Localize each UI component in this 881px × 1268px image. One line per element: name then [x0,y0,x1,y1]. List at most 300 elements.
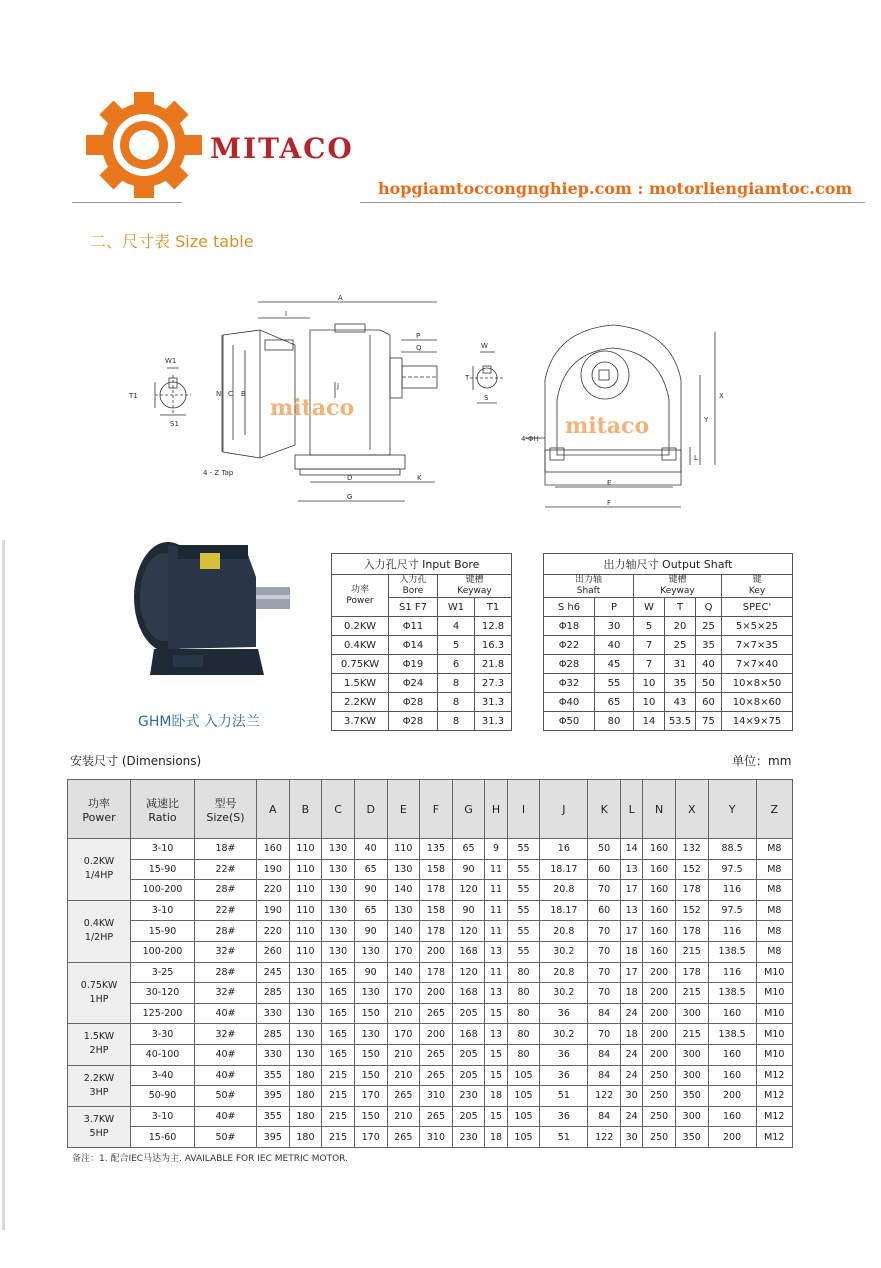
table-cell: 11 [485,921,507,942]
footnote: 备注：1. 配合IEC马达为主. AVAILABLE FOR IEC METRIC MOTOR. [72,1154,348,1164]
table-cell: 84 [588,1065,621,1086]
table-cell: M10 [756,1024,792,1045]
table-cell: Φ28 [544,655,595,674]
table-cell: 285 [257,1024,290,1045]
table-cell: 250 [643,1106,676,1127]
table-cell: 178 [420,962,453,983]
table-cell: 265 [420,1065,453,1086]
table-cell: 355 [257,1065,290,1086]
table-cell: 20 [665,617,696,636]
table-cell: 30.2 [540,1024,588,1045]
table-cell: 120 [452,880,485,901]
divider [72,202,182,203]
dim-label: J [337,382,340,390]
table-row [332,712,512,731]
table-cell: 84 [588,1003,621,1024]
column-header: K [588,780,621,839]
table-cell: 110 [289,859,322,880]
table-cell: 55 [507,880,540,901]
table-cell: 80 [595,712,634,731]
table-cell: 130 [354,941,387,962]
table-row [68,900,793,921]
table-cell: 110 [289,839,322,860]
column-header: X [675,780,708,839]
table-title: 入力孔尺寸 Input Bore [332,554,512,575]
table-cell: 40 [696,655,722,674]
table-cell: 130 [289,1003,322,1024]
table-row [68,1044,793,1065]
table-cell: 15 [485,1106,507,1127]
table-cell: 18# [195,839,257,860]
table-cell: 330 [257,1003,290,1024]
table-cell: M12 [756,1127,792,1148]
table-cell: 30 [595,617,634,636]
table-cell: 18 [621,983,643,1004]
table-cell: 3-10 [131,1106,195,1127]
table-cell: M12 [756,1065,792,1086]
table-cell: 120 [452,962,485,983]
table-cell: 168 [452,1024,485,1045]
table-cell: 140 [387,921,420,942]
table-cell: 10×8×60 [722,693,793,712]
column-header: L [621,780,643,839]
table-cell: 10×8×50 [722,674,793,693]
table-cell: M8 [756,900,792,921]
dim-label: A [338,294,343,302]
table-cell: 24 [621,1044,643,1065]
table-cell: 265 [420,1106,453,1127]
table-cell: 50 [588,839,621,860]
table-cell: 220 [257,880,290,901]
table-cell: 70 [588,962,621,983]
table-cell: 75 [696,712,722,731]
table-cell: 260 [257,941,290,962]
table-row [68,962,793,983]
column-header: G [452,780,485,839]
table-cell: M8 [756,880,792,901]
table-cell: 130 [322,900,355,921]
table-cell: 20.8 [540,962,588,983]
table-cell: 130 [289,1024,322,1045]
power-hp: 5HP [89,1127,109,1139]
table-cell: 18 [485,1086,507,1107]
table-cell: 28# [195,921,257,942]
table-cell: 130 [289,983,322,1004]
table-cell: Φ28 [389,712,438,731]
power-kw: 3.7KW [83,1113,115,1125]
table-cell: 285 [257,983,290,1004]
table-cell: 178 [420,880,453,901]
table-cell: 215 [322,1127,355,1148]
table-cell: 265 [420,1044,453,1065]
table-cell: 60 [588,900,621,921]
power-group-cell [68,1065,131,1106]
table-cell: 170 [387,941,420,962]
table-row [68,859,793,880]
table-cell: 50 [696,674,722,693]
table-cell: M10 [756,983,792,1004]
table-cell: 265 [420,1003,453,1024]
table-cell: 170 [354,1127,387,1148]
table-cell: M10 [756,1003,792,1024]
dim-label: Y [704,416,709,424]
table-cell: 160 [708,1106,756,1127]
table-cell: 250 [643,1086,676,1107]
table-cell: 13 [485,941,507,962]
table-cell: 200 [708,1127,756,1148]
table-cell: 15 [485,1065,507,1086]
table-cell: 18 [621,1024,643,1045]
table-cell: 178 [420,921,453,942]
table-cell: 205 [452,1106,485,1127]
table-cell: 14 [621,839,643,860]
table-cell: 3-30 [131,1024,195,1045]
power-hp: 3HP [89,1086,109,1098]
table-cell: 84 [588,1044,621,1065]
table-cell: 230 [452,1127,485,1148]
table-cell: 355 [257,1106,290,1127]
table-cell: 10 [634,674,665,693]
table-cell: 200 [643,983,676,1004]
table-cell: 21.8 [475,655,512,674]
table-cell: M8 [756,839,792,860]
table-cell: Φ19 [389,655,438,674]
table-cell: 50# [195,1127,257,1148]
table-row [544,655,793,674]
table-cell: 168 [452,941,485,962]
table-cell: 8 [438,712,475,731]
dim-label: L [694,454,698,462]
column-header: C [322,780,355,839]
power-kw: 0.75KW [80,979,118,991]
power-group-cell [68,839,131,901]
section-title: 二、尺寸表 Size table [90,232,254,251]
table-row [544,674,793,693]
table-cell: 190 [257,859,290,880]
table-cell: 14 [634,712,665,731]
table-row [68,1003,793,1024]
table-cell: 13 [485,983,507,1004]
table-cell: 350 [675,1086,708,1107]
table-cell: 165 [322,1024,355,1045]
table-cell: 7×7×40 [722,655,793,674]
table-cell: 2.2KW [332,693,389,712]
table-cell: 36 [540,1106,588,1127]
power-hp: 1/4HP [84,870,114,882]
column-header: D [354,780,387,839]
table-row [332,636,512,655]
table-cell: 165 [322,962,355,983]
table-cell: 170 [387,983,420,1004]
dim-label: 4-ΦH [521,435,539,443]
table-cell: 88.5 [708,839,756,860]
table-cell: 205 [452,1003,485,1024]
table-cell: 31 [665,655,696,674]
table-cell: 70 [588,880,621,901]
table-cell: 132 [675,839,708,860]
table-cell: Φ40 [544,693,595,712]
table-cell: 10 [634,693,665,712]
table-cell: 160 [643,941,676,962]
table-cell: Φ11 [389,617,438,636]
table-cell: 32# [195,941,257,962]
table-cell: 40# [195,1106,257,1127]
table-cell: 90 [452,900,485,921]
table-cell: M12 [756,1086,792,1107]
table-cell: 140 [387,880,420,901]
power-kw: 1.5KW [83,1031,115,1043]
table-cell: Φ14 [389,636,438,655]
power-group-cell [68,900,131,962]
output-shaft-table: 出力轴尺寸 Output Shaft 出力轴 Shaft 键槽 Keyway 键 Key S h6 P W T Q SPEC' Φ18 30 5 20 25 5×5×25 Φ22 40 7 25 35 7×7×35 Φ28 45 7 31 40 7×7×40 Φ32 55 10 35 50 10×8×50 Φ40 65 10 43 60 10×8×60 Φ50 80 14 53.5 75 14×9×75 [543,553,793,731]
table-cell: 130 [322,859,355,880]
table-cell: 140 [387,962,420,983]
table-row [332,617,512,636]
table-cell: 300 [675,1106,708,1127]
table-cell: 160 [708,1065,756,1086]
table-cell: Φ24 [389,674,438,693]
table-cell: 1.5KW [332,674,389,693]
table-cell: 17 [621,962,643,983]
table-row [544,617,793,636]
table-cell: 70 [588,921,621,942]
table-cell: 22# [195,900,257,921]
technical-drawing [125,290,765,520]
table-cell: 90 [452,859,485,880]
table-cell: 152 [675,900,708,921]
table-cell: 265 [387,1127,420,1148]
table-cell: 15-90 [131,859,195,880]
table-cell: 3-25 [131,962,195,983]
table-cell: 210 [387,1003,420,1024]
table-cell: 122 [588,1086,621,1107]
unit-label: 单位：mm [732,754,792,768]
table-cell: 200 [643,962,676,983]
table-row [544,636,793,655]
table-cell: 3-10 [131,839,195,860]
table-row [68,1106,793,1127]
table-cell: 32# [195,983,257,1004]
table-cell: 105 [507,1065,540,1086]
brand-name: MITACO [210,132,354,165]
table-cell: 130 [387,859,420,880]
table-cell: M8 [756,921,792,942]
table-cell: 55 [507,900,540,921]
table-cell: 35 [665,674,696,693]
table-cell: 152 [675,859,708,880]
table-cell: 105 [507,1106,540,1127]
table-cell: 0.2KW [332,617,389,636]
gear-logo-icon [85,92,203,198]
table-cell: 31.3 [475,693,512,712]
table-cell: 200 [420,1024,453,1045]
table-cell: 18.17 [540,859,588,880]
table-cell: 110 [289,941,322,962]
table-cell: 28# [195,962,257,983]
column-header: Y [708,780,756,839]
dim-label: X [719,392,724,400]
table-cell: M8 [756,859,792,880]
table-row [332,674,512,693]
table-cell: 17 [621,921,643,942]
table-cell: 110 [289,900,322,921]
table-cell: 65 [354,900,387,921]
table-cell: 170 [387,1024,420,1045]
table-cell: 116 [708,921,756,942]
table-title: 出力轴尺寸 Output Shaft [544,554,793,575]
table-row [68,921,793,942]
table-cell: Φ50 [544,712,595,731]
table-cell: 300 [675,1044,708,1065]
table-cell: 20.8 [540,880,588,901]
dim-label: I [285,310,288,318]
page-edge [2,540,5,1230]
table-cell: 80 [507,962,540,983]
table-cell: 3-10 [131,900,195,921]
table-cell: 160 [643,859,676,880]
table-cell: 51 [540,1127,588,1148]
table-cell: 165 [322,1003,355,1024]
power-kw: 2.2KW [83,1072,115,1084]
power-group-cell [68,962,131,1024]
table-cell: 265 [387,1086,420,1107]
table-cell: 5×5×25 [722,617,793,636]
column-header: E [387,780,420,839]
table-row [544,693,793,712]
power-group-cell [68,1024,131,1065]
table-cell: 160 [643,880,676,901]
table-row [68,1024,793,1045]
table-cell: 215 [675,983,708,1004]
table-row [68,1127,793,1148]
table-cell: 40# [195,1003,257,1024]
table-cell: 180 [289,1065,322,1086]
table-cell: 55 [507,839,540,860]
table-cell: 215 [322,1086,355,1107]
table-cell: 40 [354,839,387,860]
table-cell: 24 [621,1065,643,1086]
table-cell: 245 [257,962,290,983]
column-header: F [420,780,453,839]
table-cell: 138.5 [708,941,756,962]
table-cell: 178 [675,962,708,983]
table-cell: 30 [621,1086,643,1107]
table-cell: 45 [595,655,634,674]
table-cell: 65 [595,693,634,712]
table-cell: 130 [322,921,355,942]
table-cell: 395 [257,1127,290,1148]
table-cell: 65 [354,859,387,880]
dim-label: S [484,394,489,402]
table-cell: 110 [387,839,420,860]
table-cell: 28# [195,880,257,901]
table-cell: 205 [452,1065,485,1086]
table-row [68,1065,793,1086]
table-cell: 138.5 [708,1024,756,1045]
table-cell: 17 [621,880,643,901]
website-text: hopgiamtoccongnghiep.com : motorliengiamtoc.com [378,179,853,198]
table-cell: 110 [289,921,322,942]
table-cell: 15 [485,1044,507,1065]
table-cell: 160 [257,839,290,860]
table-cell: 5 [634,617,665,636]
table-cell: 18 [485,1127,507,1148]
table-cell: 80 [507,1003,540,1024]
table-cell: 55 [507,921,540,942]
power-group-cell [68,1106,131,1147]
table-cell: 14×9×75 [722,712,793,731]
table-cell: 22# [195,859,257,880]
column-header: Z [756,780,792,839]
column-header: I [507,780,540,839]
dim-label: F [607,499,612,507]
table-cell: 55 [507,859,540,880]
table-cell: 15 [485,1003,507,1024]
table-cell: 160 [708,1044,756,1065]
table-cell: 90 [354,921,387,942]
table-cell: 25 [696,617,722,636]
table-cell: 180 [289,1106,322,1127]
table-cell: 200 [643,1044,676,1065]
dimensions-table: 功率 Power 减速比 Ratio 型号 Size(S) A B C D E F G H I J K L N X Y Z 0.2KW 1/4HP 3-10 18# 160 110 130 40 110 135 65 9 55 16 50 14 160 132 88.5 M8 15-90 22# 190 110 130 65 130 158 90 11 55 18.17 60 13 160 152 97.5 M8 100-200 28# 220 110 130 90 140 178 120 11 55 20.8 70 17 160 178 116 M8 0.4KW 1/2HP 3-10 22# 190 110 130 65 130 158 90 11 55 18.17 60 13 160 152 97.5 M8 15-90 28# 220 110 130 90 140 178 120 11 55 20.8 70 17 160 178 116 M8 100-200 32# 260 110 130 130 170 200 168 13 55 30.2 70 18 160 215 138.5 M8 0.75KW 1HP 3-25 28# 245 130 165 90 140 178 120 11 80 20.8 70 17 200 178 116 M10 30-120 32# 285 130 165 130 170 200 168 13 80 30.2 70 18 200 215 138.5 M10 125-200 40# 330 130 165 150 210 265 205 15 80 36 84 24 200 300 160 M10 1.5KW 2HP 3-30 32# 285 130 165 130 170 200 168 13 80 30.2 70 18 200 215 138.5 M10 40-100 40# 330 130 165 150 210 265 205 15 80 36 84 24 200 300 160 M10 2.2KW 3HP 3-40 40# 355 180 215 150 210 265 205 15 105 36 84 24 250 300 160 M12 50-90 50# 395 180 215 170 265 310 230 18 105 51 122 30 250 350 200 M12 3.7KW 5HP 3-10 40# 355 180 215 150 210 265 205 15 105 36 84 24 250 300 160 M12 15-60 50# 395 180 215 170 265 310 230 18 105 51 122 30 250 350 200 M12 [67,779,793,1148]
table-cell: 180 [289,1086,322,1107]
table-cell: 25 [665,636,696,655]
table-cell: 130 [354,1024,387,1045]
table-cell: 100-200 [131,941,195,962]
table-cell: M8 [756,941,792,962]
table-cell: 165 [322,1044,355,1065]
table-cell: 84 [588,1106,621,1127]
table-cell: 122 [588,1127,621,1148]
table-cell: 8 [438,674,475,693]
table-cell: 178 [675,921,708,942]
table-cell: 130 [387,900,420,921]
table-cell: 0.4KW [332,636,389,655]
table-cell: 138.5 [708,983,756,1004]
table-cell: 200 [420,983,453,1004]
watermark: mitaco [565,413,650,439]
table-cell: 80 [507,983,540,1004]
table-cell: 24 [621,1003,643,1024]
table-cell: 3-40 [131,1065,195,1086]
table-cell: 158 [420,859,453,880]
table-cell: 200 [420,941,453,962]
table-cell: 32# [195,1024,257,1045]
table-row [68,941,793,962]
input-bore-table: 入力孔尺寸 Input Bore 功率 Power 入力孔 Bore 键槽 Keyway S1 F7 W1 T1 0.2KW Φ11 4 12.8 0.4KW Φ14 5 16.3 0.75KW Φ19 6 21.8 1.5KW Φ24 8 27.3 2.2KW Φ28 8 31.3 3.7KW Φ28 8 31.3 [331,553,512,731]
table-cell: 30.2 [540,941,588,962]
power-kw: 0.4KW [83,918,115,930]
table-cell: 15-90 [131,921,195,942]
table-cell: 150 [354,1106,387,1127]
table-cell: 6 [438,655,475,674]
table-cell: 190 [257,900,290,921]
table-cell: 350 [675,1127,708,1148]
table-cell: Φ28 [389,693,438,712]
table-cell: 30-120 [131,983,195,1004]
column-header: A [257,780,290,839]
table-cell: 70 [588,1024,621,1045]
table-cell: 0.75KW [332,655,389,674]
table-cell: 158 [420,900,453,921]
table-cell: 11 [485,859,507,880]
table-cell: 40-100 [131,1044,195,1065]
dim-label: T1 [129,392,138,400]
table-row [68,880,793,901]
column-header: J [540,780,588,839]
dim-label: G [347,493,353,501]
table-cell: 200 [643,1024,676,1045]
